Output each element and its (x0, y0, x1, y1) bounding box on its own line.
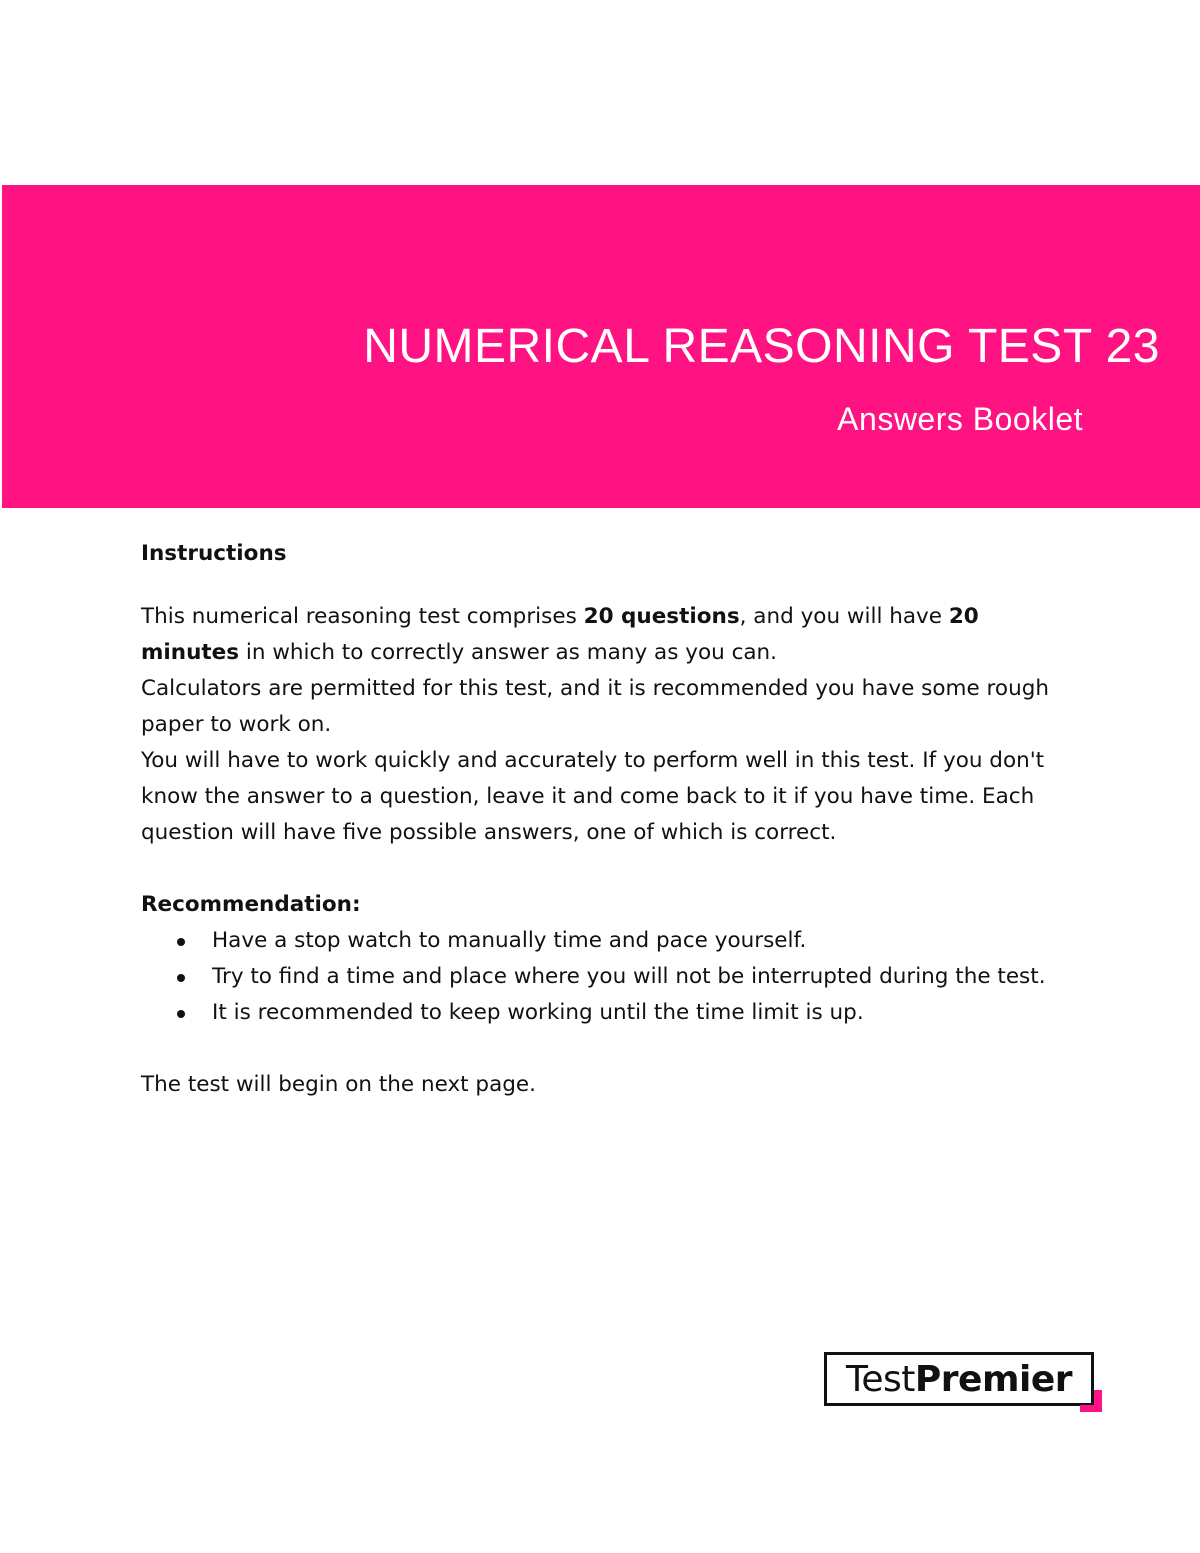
bullet-icon (177, 1010, 185, 1018)
bullet-icon (177, 938, 185, 946)
list-item-text: Have a stop watch to manually time and pace yourself. (212, 928, 807, 953)
list-item (141, 995, 1071, 1031)
list-item (141, 923, 1071, 959)
list-item-text: Try to find a time and place where you will not be interrupted during the test. (212, 964, 1046, 989)
closing-text: The test will begin on the next page. (141, 1072, 536, 1097)
testpremier-logo (824, 1352, 1094, 1406)
recommendation-list (141, 923, 1071, 1031)
instructions-paragraph-1 (141, 599, 1071, 671)
instructions-heading: Instructions (141, 541, 287, 566)
main-content (141, 536, 1071, 1103)
logo-text-light: Test (846, 1358, 915, 1400)
time-limit: 20 minutes (141, 604, 979, 665)
logo-text-bold: Premier (914, 1358, 1072, 1400)
p1-text-1: This numerical reasoning test comprises (141, 604, 584, 629)
question-count: 20 questions (583, 604, 740, 629)
list-item-text: It is recommended to keep working until the time limit is up. (212, 1000, 864, 1025)
document-subtitle: Answers Booklet (837, 401, 1083, 437)
p1-text-2: , and you will have (739, 604, 949, 629)
logo-accent-bar-icon (1080, 1405, 1102, 1412)
instructions-paragraph-2: Calculators are permitted for this test, and it is recommended you have some rough paper to work on. (141, 676, 1049, 737)
list-item (141, 959, 1071, 995)
instructions-paragraph-3: You will have to work quickly and accurately to perform well in this test. If you don't know the answer to a question, leave it and come back to it if you have time. Each question will have five possible answers, one of which is correct. (141, 748, 1045, 845)
header-banner (2, 185, 1200, 508)
bullet-icon (177, 974, 185, 982)
p1-text-3: in which to correctly answer as many as you can. (239, 640, 778, 665)
recommendation-heading: Recommendation: (141, 892, 361, 917)
document-title: NUMERICAL REASONING TEST 23 (363, 320, 1160, 373)
